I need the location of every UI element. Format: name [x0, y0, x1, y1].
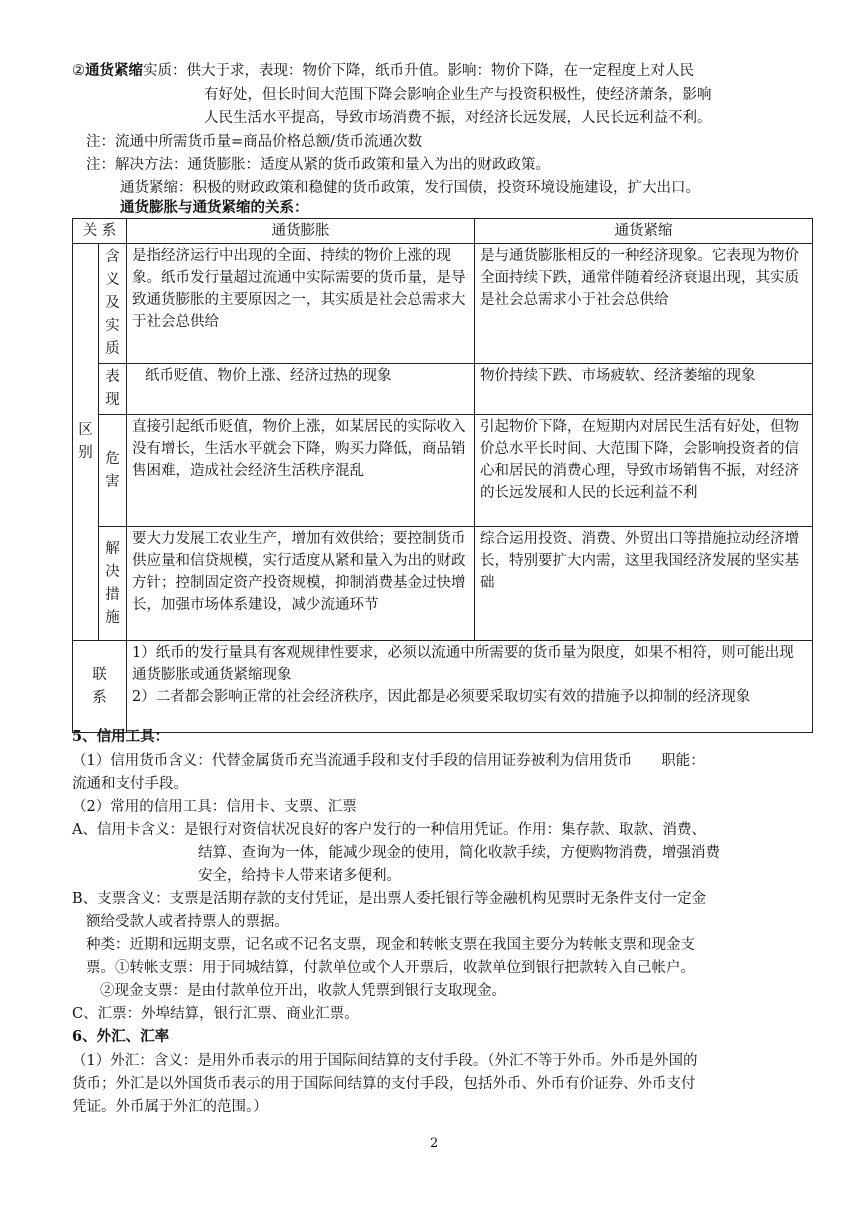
cell-inflation-solution: 要大力发展工农业生产，增加有效供给；要控制货币供应量和信贷规模，实行适度从紧和量入为出的财政方针；控制固定资产投资规模，抑制消费基金过快增长，加强市场体系建设，减少流通环节: [127, 527, 475, 641]
deflation-term: 通货紧缩: [85, 62, 143, 79]
deflation-prefix: ②: [72, 63, 85, 79]
cell-link: [127, 641, 813, 733]
cheque-line2: 额给受款人或者持票人的票据。: [86, 914, 289, 930]
credit-p1-line2: 流通和支付手段。: [72, 776, 188, 792]
row-label-meaning: 含义及实质: [99, 244, 127, 364]
row-label-solution: 解决措施: [99, 527, 127, 641]
table-row: [73, 364, 813, 415]
header-deflation: 通货紧缩: [475, 219, 813, 244]
deflation-line-3: 人民生活水平提高，导致市场消费不振，对经济长远发展，人民长远利益不利。: [204, 110, 712, 126]
table-row: [73, 415, 813, 527]
difference-label: 区别: [73, 244, 99, 641]
note-money-formula: 注：流通中所需货币量=商品价格总额/货币流通次数: [86, 134, 423, 150]
cell-inflation-meaning: 是指经济运行中出现的全面、持续的物价上涨的现象。纸币发行量超过流通中实际需要的货币量，是导致通货膨胀的主要原因之一，其实质是社会总需求大于社会总供给: [127, 244, 475, 364]
link-text-1: 1）纸币的发行量具有客观规律性要求，必须以流通中所需要的货币量为限度，如果不相符，则可能出现通货膨胀或通货紧缩现象: [132, 645, 794, 683]
table-title: 通货膨胀与通货紧缩的关系：: [120, 199, 309, 216]
note-deflation-solution: 通货紧缩：积极的财政政策和稳健的货币政策，发行国债，投资环境设施建设，扩大出口。: [120, 180, 700, 196]
credit-card-line2: 结算、查询为一体，能减少现金的使用，简化收款手续，方便购物消费，增强消费: [198, 845, 720, 861]
cell-deflation-harm: 引起物价下降，在短期内对居民生活有好处，但物价总水平长时间、大范围下降，会影响投资者的信心和居民的消费心理，导致市场销售不振，对经济的长远发展和人民的长远利益不利: [475, 415, 813, 527]
draft-line: C、汇票：外埠结算，银行汇票、商业汇票。: [72, 1006, 359, 1022]
link-label: 联系: [73, 641, 127, 733]
row-label-manifestation: 表现: [99, 364, 127, 415]
cell-inflation-harm: 直接引起纸币贬值，物价上涨，如某居民的实际收入没有增长，生活水平就会下降，购买力降低，商品销售困难，造成社会经济生活秩序混乱: [127, 415, 475, 527]
page-number: 2: [430, 1136, 439, 1151]
header-inflation: 通货膨胀: [127, 219, 475, 244]
cell-inflation-manifestation: 纸币贬值、物价上涨、经济过热的现象: [127, 364, 475, 415]
forex-line3: 凭证。外币属于外汇的范围。）: [72, 1099, 268, 1115]
cell-deflation-solution: 综合运用投资、消费、外贸出口等措施拉动经济增长，特别要扩大内需，这里我国经济发展的坚实基础: [475, 527, 813, 641]
deflation-text-1: 实质：供大于求，表现：物价下降，纸币升值。影响：物价下降，在一定程度上对人民: [143, 63, 694, 79]
cell-deflation-manifestation: 物价持续下跌、市场疲软、经济萎缩的现象: [475, 364, 813, 415]
table-header-row: [73, 219, 813, 244]
note-solutions: 注：解决方法：通货膨胀：适度从紧的货币政策和量入为出的财政政策。: [86, 157, 550, 173]
forex-heading: 6、外汇、汇率: [72, 1028, 170, 1045]
table-row: [73, 641, 813, 733]
table-row: [73, 244, 813, 364]
header-relation: 关 系: [73, 219, 127, 244]
credit-p1-line1: （1）信用货币含义：代替金属货币充当流通手段和支付手段的信用证券被利为信用货币 职能：: [72, 753, 705, 769]
row-label-harm: 危害: [99, 415, 127, 527]
inflation-deflation-table: [72, 218, 813, 733]
forex-line2: 货币；外汇是以外国货币表示的用于国际间结算的支付手段，包括外币、外币有价证券、外币支付: [72, 1076, 696, 1092]
credit-card-line3: 安全，给持卡人带来诸多便利。: [198, 868, 401, 884]
cheque-line5: ②现金支票：是由付款单位开出，收款人凭票到银行支取现金。: [100, 983, 506, 999]
cheque-line4: 票。①转帐支票：用于同城结算，付款单位或个人开票后，收款单位到银行把款转入自己帐户。: [86, 960, 695, 976]
deflation-line-1: [72, 60, 694, 82]
cheque-line3: 种类：近期和远期支票，记名或不记名支票，现金和转帐支票在我国主要分为转帐支票和现金支: [86, 937, 695, 953]
deflation-line-2: 有好处，但长时间大范围下降会影响企业生产与投资积极性，使经济萧条，影响: [204, 87, 712, 103]
cheque-line1: B、支票含义：支票是活期存款的支付凭证，是出票人委托银行等金融机构见票时无条件支付一定金: [72, 891, 707, 907]
credit-card-line1: A、信用卡含义：是银行对资信状况良好的客户发行的一种信用凭证。作用：集存款、取款、消费、: [72, 822, 706, 838]
forex-line1: （1）外汇：含义：是用外币表示的用于国际间结算的支付手段。（外汇不等于外币。外币是外国的: [72, 1053, 698, 1069]
link-text-2: 2）二者都会影响正常的社会经济秩序，因此都是必须要采取切实有效的措施予以抑制的经济现象: [132, 689, 751, 705]
credit-heading: 5、信用工具：: [72, 728, 170, 745]
cell-deflation-meaning: 是与通货膨胀相反的一种经济现象。它表现为物价全面持续下跌，通常伴随着经济衰退出现，其实质是社会总需求小于社会总供给: [475, 244, 813, 364]
credit-p2: （2）常用的信用工具：信用卡、支票、汇票: [72, 799, 357, 815]
table-row: [73, 527, 813, 641]
